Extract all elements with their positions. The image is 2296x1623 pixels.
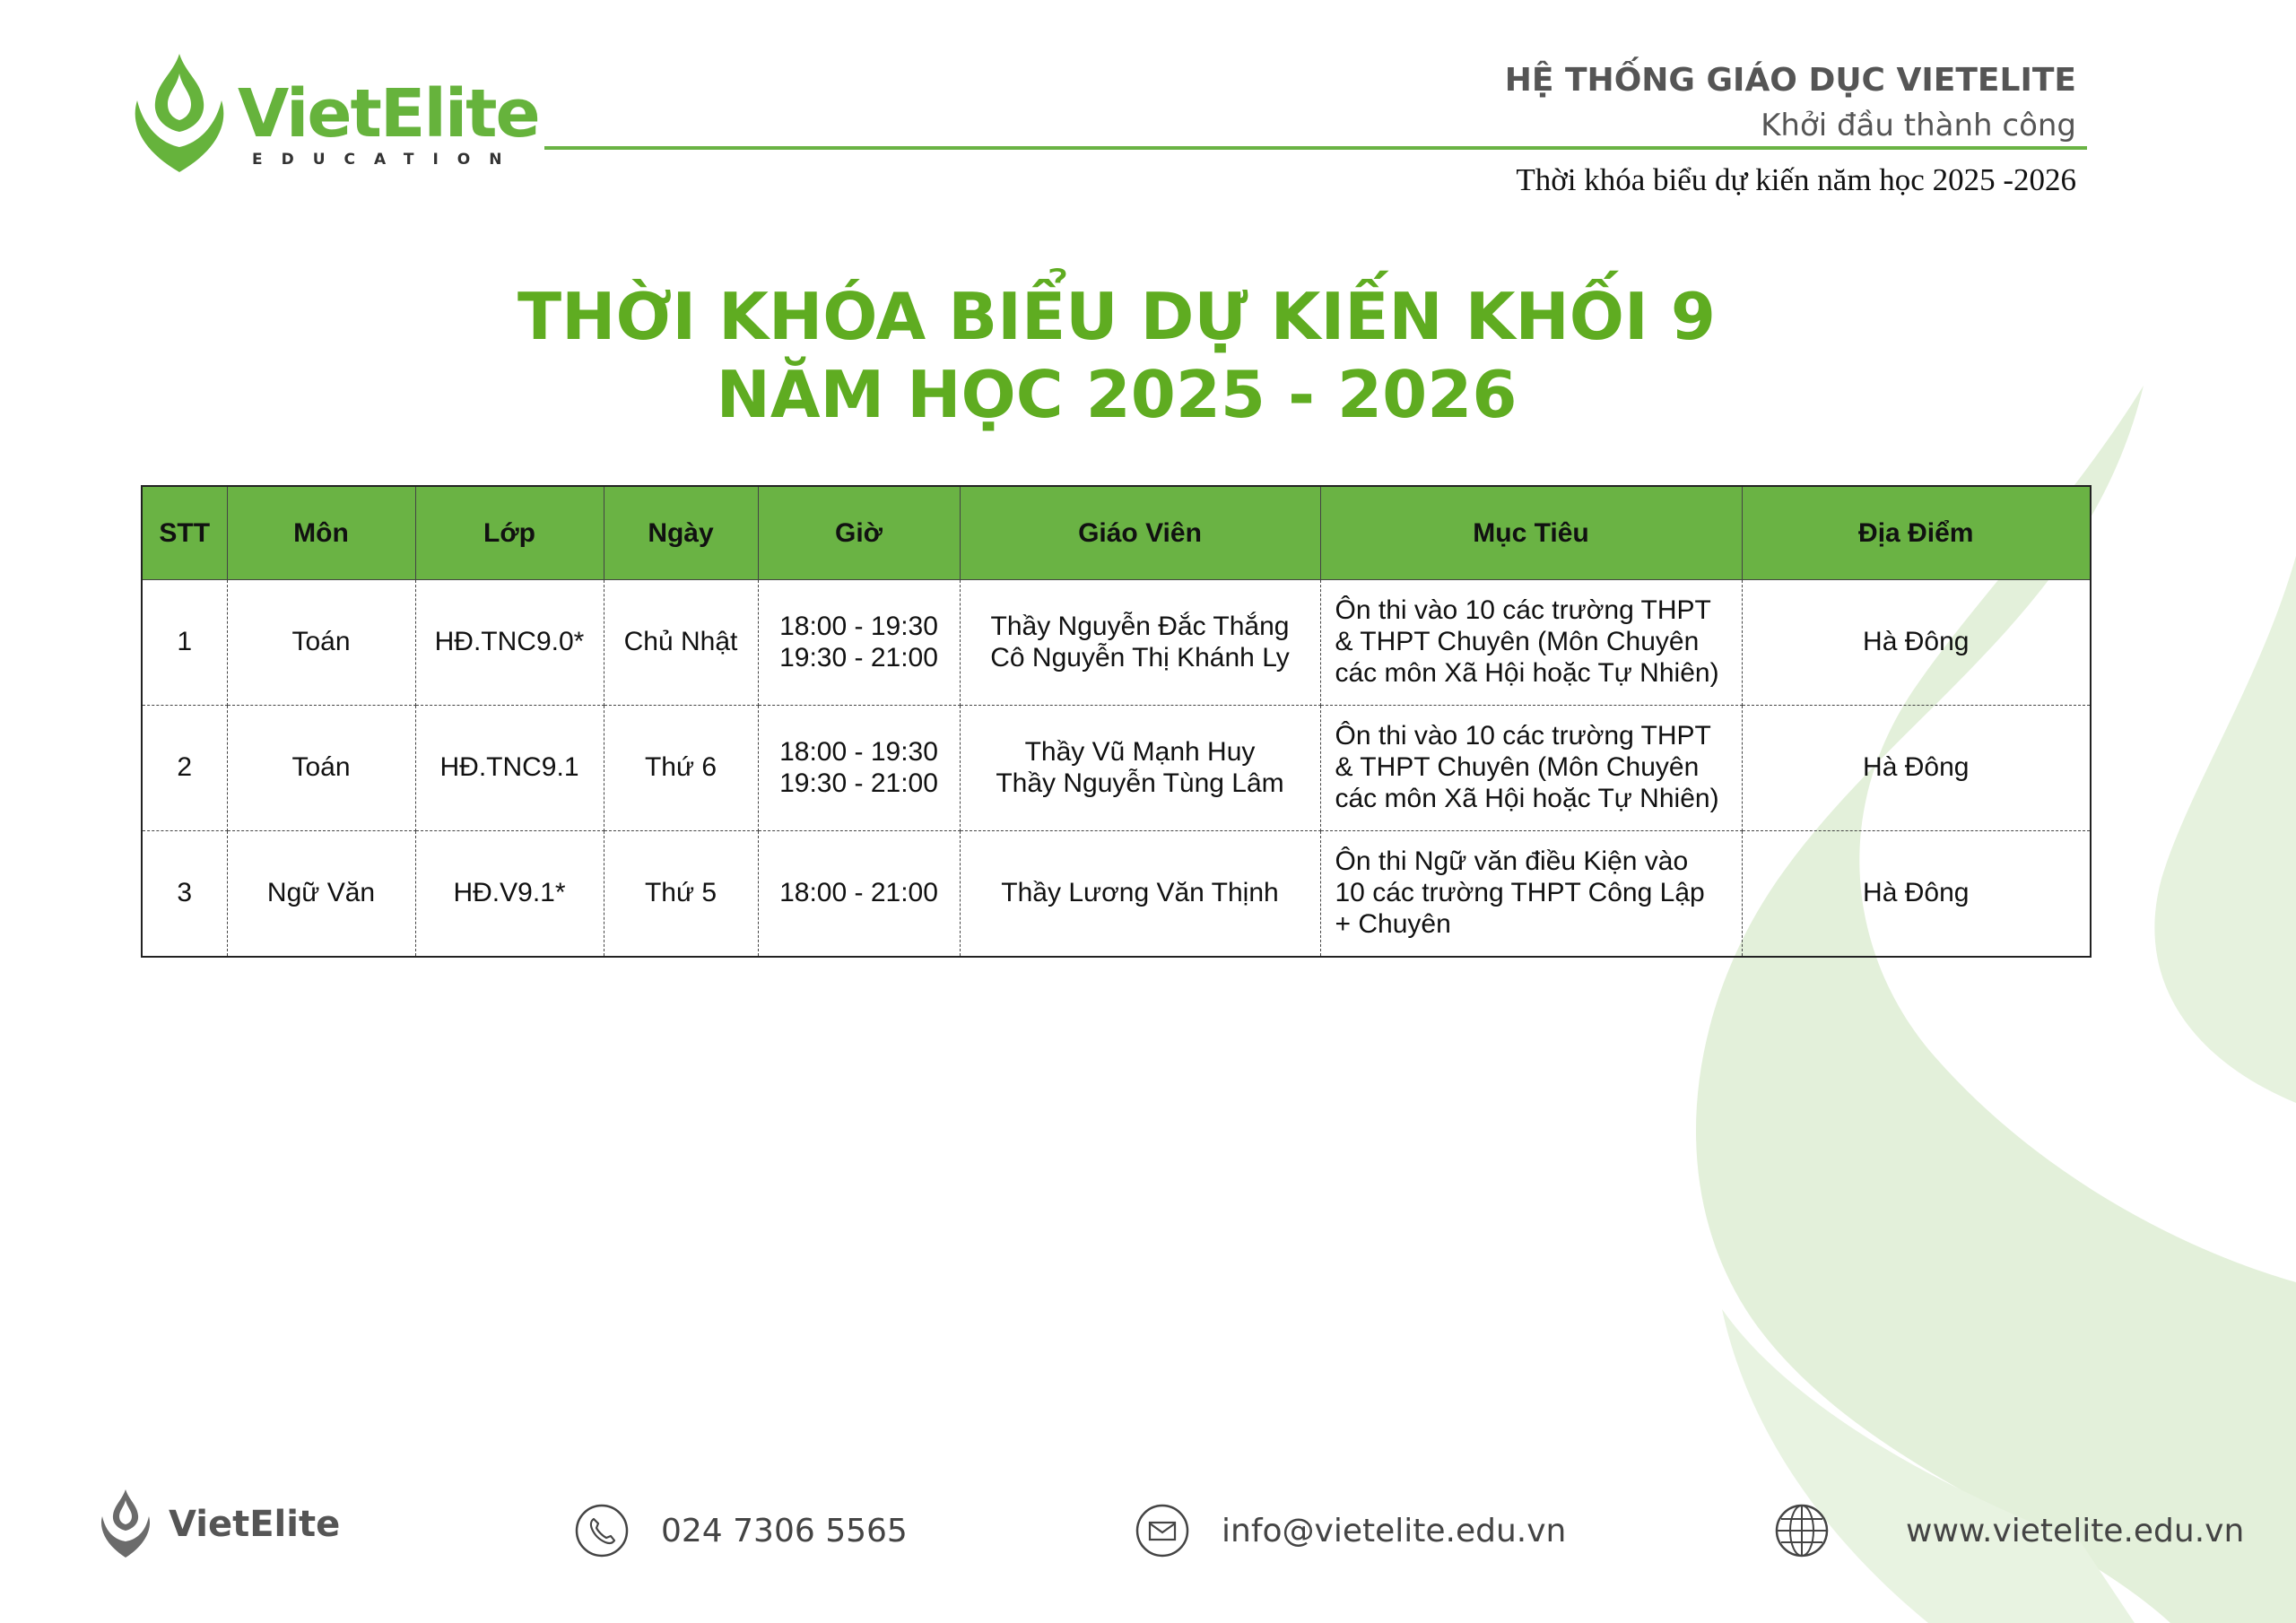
phone-number: 024 7306 5565 <box>661 1512 908 1549</box>
website-url: www.vietelite.edu.vn <box>1906 1512 2245 1549</box>
document-subtitle: Thời khóa biểu dự kiến năm học 2025 -2026 <box>1516 162 2076 197</box>
column-header-time: Giờ <box>758 486 960 580</box>
goal-line: các môn Xã Hội hoặc Tự Nhiên) <box>1335 783 1719 813</box>
cell-stt: 3 <box>142 831 227 958</box>
goal-line: + Chuyên <box>1335 908 1451 939</box>
table-row <box>142 580 2091 706</box>
cell-subject: Toán <box>227 706 415 831</box>
goal-line: Ôn thi Ngữ văn điều Kiện vào <box>1335 846 1689 877</box>
cell-day: Chủ Nhật <box>604 580 758 706</box>
cell-location: Hà Đông <box>1742 831 2091 958</box>
column-header-location: Địa Điểm <box>1742 486 2091 580</box>
cell-teacher <box>960 580 1320 706</box>
goal-line: Ôn thi vào 10 các trường THPT <box>1335 721 1711 751</box>
organization-name: HỆ THỐNG GIÁO DỤC VIETELITE <box>1504 62 2076 99</box>
cell-teacher <box>960 831 1320 958</box>
email-address: info@vietelite.edu.vn <box>1222 1512 1567 1549</box>
cell-class: HĐ.TNC9.1 <box>415 706 604 831</box>
globe-icon <box>1774 1503 1830 1558</box>
goal-line: & THPT Chuyên (Môn Chuyên <box>1335 627 1700 657</box>
cell-stt: 2 <box>142 706 227 831</box>
footer-brand-name: VietElite <box>169 1504 341 1545</box>
time-slot: 18:00 - 19:30 <box>779 736 938 767</box>
cell-time <box>758 831 960 958</box>
cell-day: Thứ 5 <box>604 831 758 958</box>
goal-line: các môn Xã Hội hoặc Tự Nhiên) <box>1335 657 1719 688</box>
flame-logo-icon <box>121 47 238 181</box>
cell-subject: Toán <box>227 580 415 706</box>
cell-goal <box>1320 831 1742 958</box>
goal-line: Ôn thi vào 10 các trường THPT <box>1335 595 1711 626</box>
page-title: THỜI KHÓA BIỂU DỰ KIẾN KHỐI 9 <box>517 279 1716 354</box>
vietelite-logo <box>121 47 543 181</box>
teacher-name: Cô Nguyễn Thị Khánh Ly <box>990 642 1290 673</box>
cell-teacher <box>960 706 1320 831</box>
cell-goal <box>1320 580 1742 706</box>
column-header-day: Ngày <box>604 486 758 580</box>
time-slot: 19:30 - 21:00 <box>779 768 938 798</box>
phone-icon <box>574 1503 630 1558</box>
goal-line: 10 các trường THPT Công Lập <box>1335 878 1705 908</box>
table-header-row <box>142 486 2091 580</box>
column-header-stt: STT <box>142 486 227 580</box>
page-title-year: NĂM HỌC 2025 - 2026 <box>716 357 1518 432</box>
cell-goal <box>1320 706 1742 831</box>
time-slot: 18:00 - 19:30 <box>779 611 938 641</box>
footer-phone[interactable] <box>574 1499 908 1562</box>
time-slot: 19:30 - 21:00 <box>779 642 938 673</box>
teacher-name: Thầy Nguyễn Tùng Lâm <box>996 768 1284 798</box>
column-header-teacher: Giáo Viên <box>960 486 1320 580</box>
cell-time <box>758 580 960 706</box>
cell-stt: 1 <box>142 580 227 706</box>
table-row <box>142 831 2091 958</box>
cell-subject: Ngữ Văn <box>227 831 415 958</box>
column-header-subject: Môn <box>227 486 415 580</box>
time-slot: 18:00 - 21:00 <box>779 878 938 908</box>
logo-wordmark: VietElite <box>238 75 539 152</box>
column-header-class: Lớp <box>415 486 604 580</box>
cell-location: Hà Đông <box>1742 706 2091 831</box>
footer-email[interactable] <box>1135 1499 1566 1562</box>
teacher-name: Thầy Vũ Mạnh Huy <box>1024 736 1256 767</box>
cell-day: Thứ 6 <box>604 706 758 831</box>
column-header-goal: Mục Tiêu <box>1320 486 1742 580</box>
schedule-table <box>141 485 2092 958</box>
organization-slogan: Khởi đầu thành công <box>1761 108 2076 143</box>
footer-website[interactable] <box>1774 1499 2244 1562</box>
header-divider <box>544 146 2087 150</box>
logo-subtext: EDUCATION <box>252 151 521 169</box>
cell-class: HĐ.V9.1* <box>415 831 604 958</box>
cell-class: HĐ.TNC9.0* <box>415 580 604 706</box>
cell-location: Hà Đông <box>1742 580 2091 706</box>
teacher-name: Thầy Nguyễn Đắc Thắng <box>990 611 1290 641</box>
footer-flame-logo-icon <box>97 1486 154 1561</box>
mail-icon <box>1135 1503 1190 1558</box>
table-row <box>142 706 2091 831</box>
cell-time <box>758 706 960 831</box>
teacher-name: Thầy Lương Văn Thịnh <box>1001 878 1279 908</box>
goal-line: & THPT Chuyên (Môn Chuyên <box>1335 752 1700 783</box>
footer-brand <box>97 1484 366 1565</box>
